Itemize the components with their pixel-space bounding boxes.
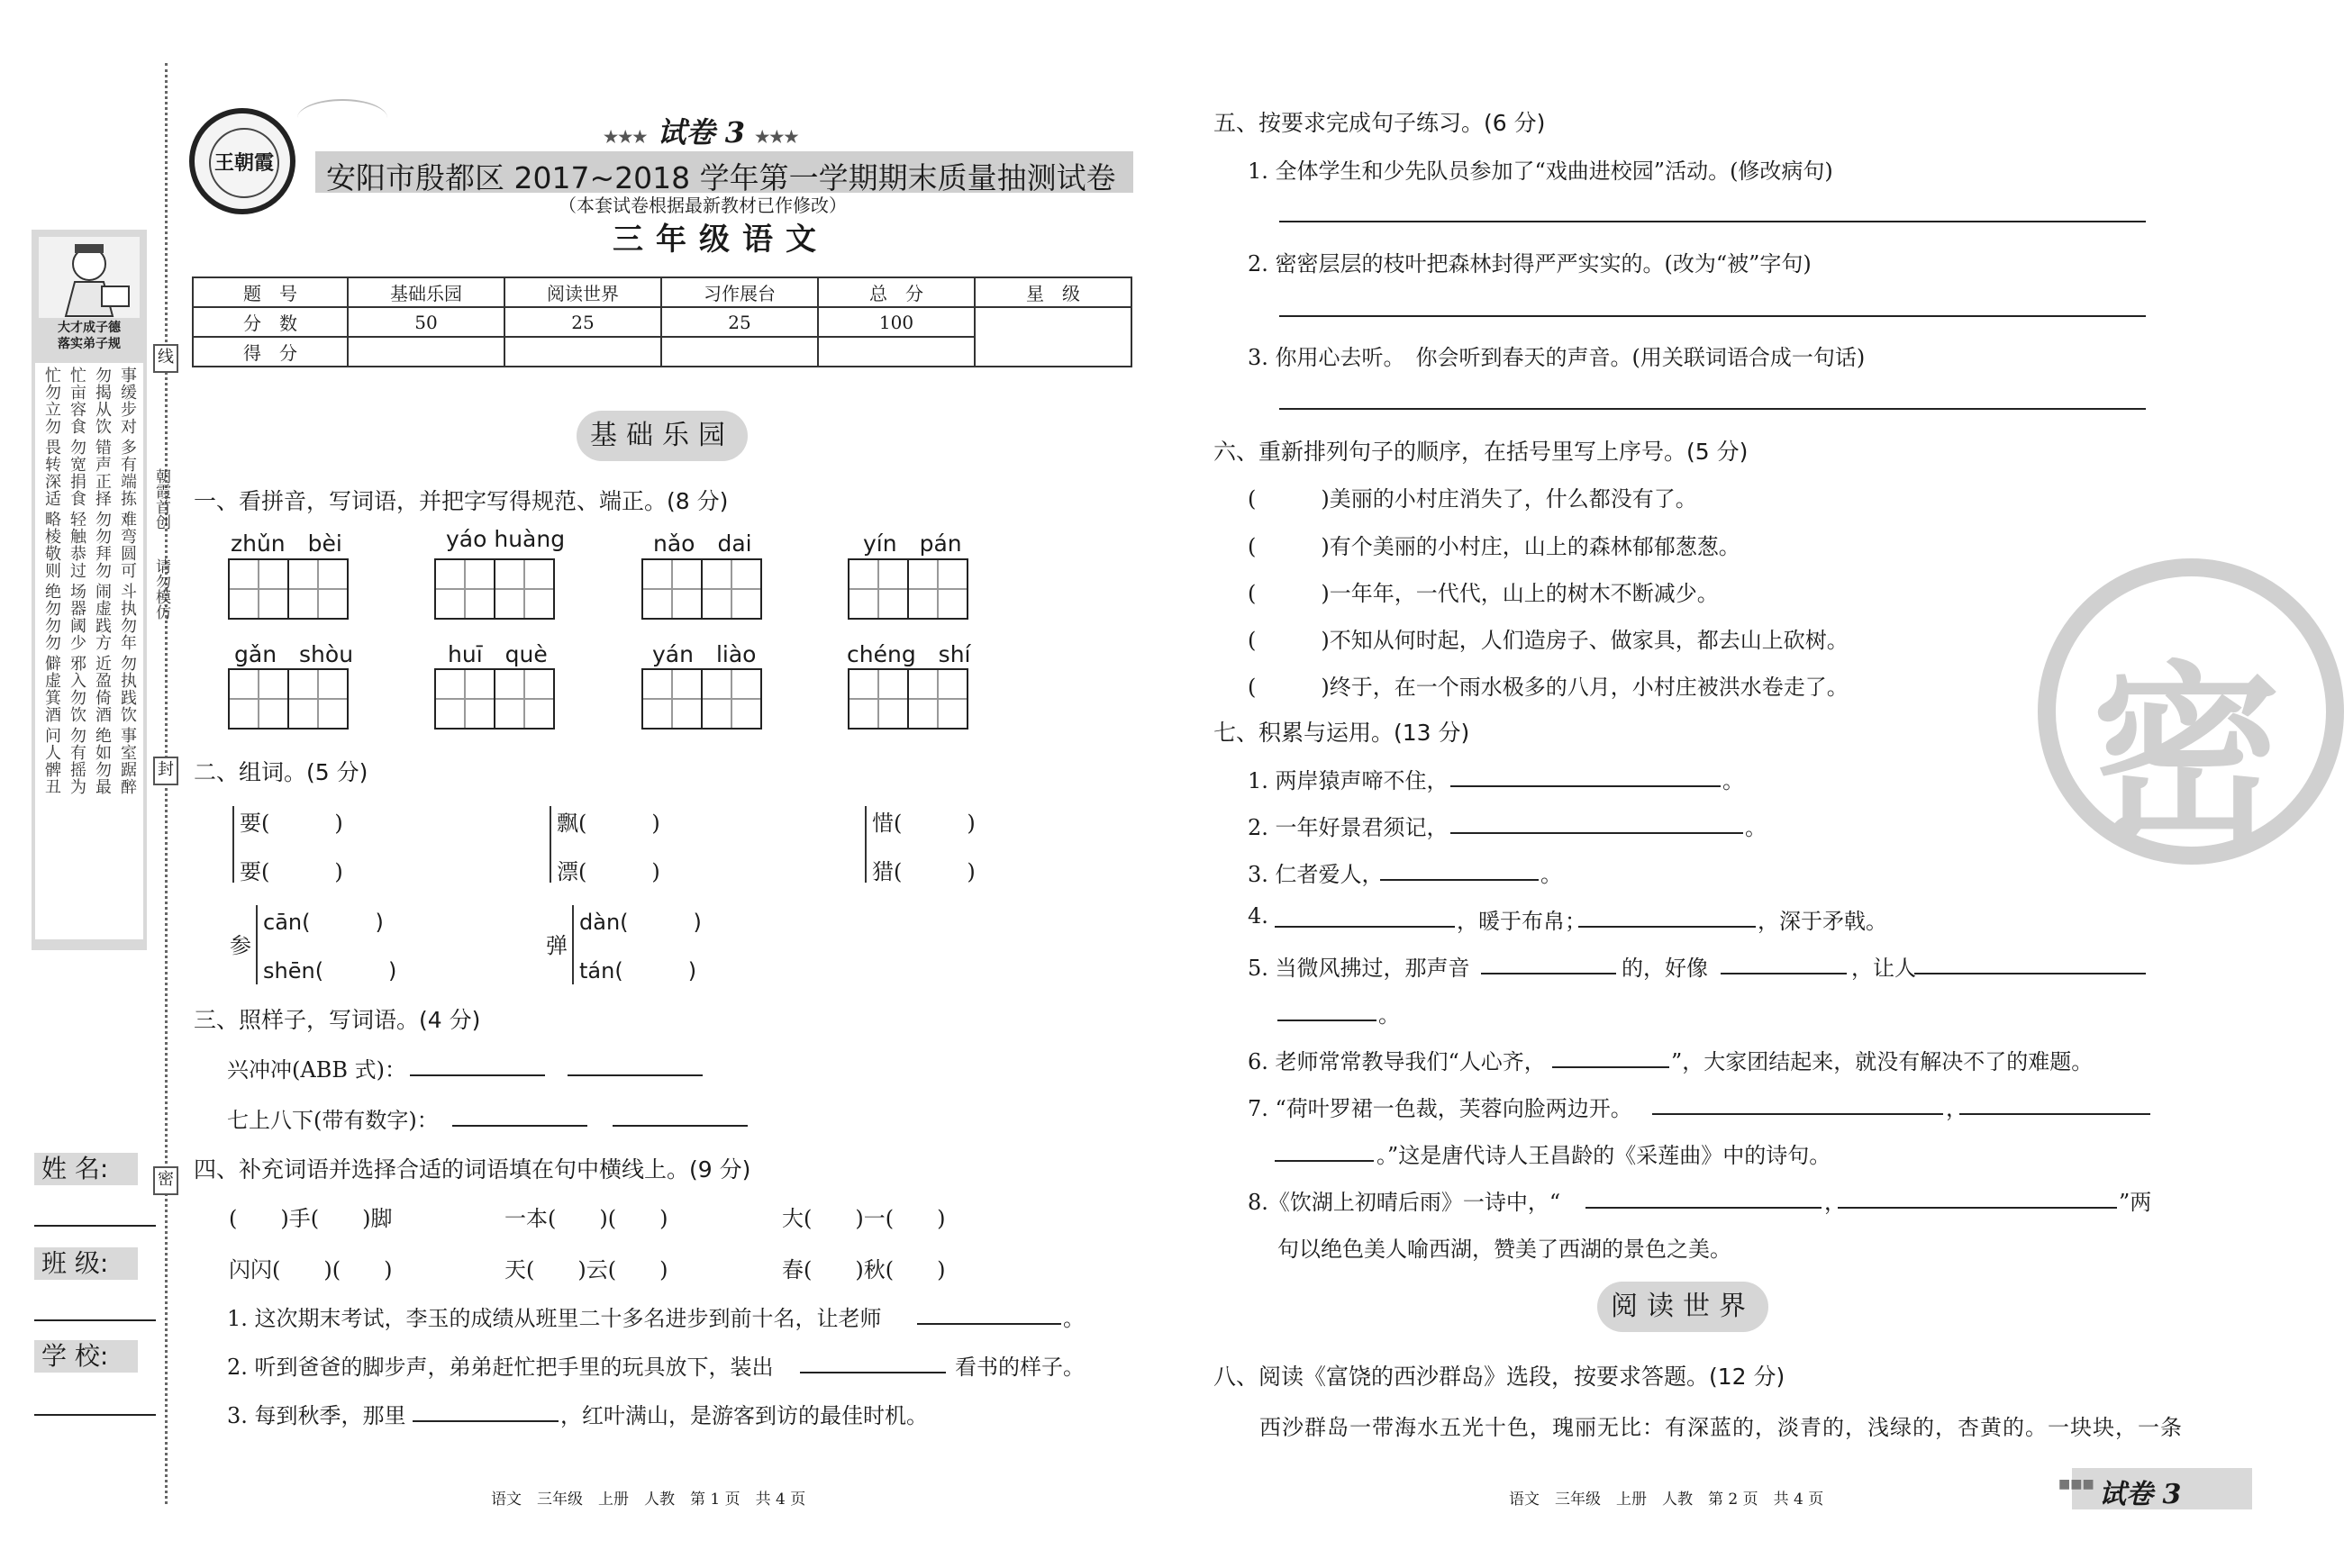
answer-blank[interactable] [1914, 973, 2146, 974]
q7-6b: ”，大家团结起来，就没有解决不了的难题。 [1671, 1049, 2094, 1074]
score-table [192, 276, 1132, 367]
school-field[interactable] [34, 1414, 156, 1416]
rule-col: 场器阈少 [68, 583, 86, 651]
rule-col: 僻虚箕酒 [42, 655, 61, 723]
table-cell: 25 [661, 307, 818, 337]
rule-col: 斗执勿年 [118, 583, 137, 651]
table-cell: 100 [818, 307, 975, 337]
star-icon: ★★★ [604, 128, 648, 147]
q6-title: 六、重新排列句子的顺序，在括号里写上序号。(5 分) [1213, 439, 1749, 465]
pinyin-label: gǎn shòu [234, 641, 354, 667]
score-table-row [193, 277, 1131, 307]
q4-idiom[interactable]: ( )手( )脚 [229, 1206, 393, 1231]
binding-mark-mi: 密 [153, 1166, 178, 1195]
q6-item[interactable]: ( )不知从何时起，人们造房子、做家具，都去山上砍树。 [1248, 628, 1849, 653]
q2-item[interactable]: 要( ) [240, 859, 343, 884]
writing-grid-cell[interactable] [434, 558, 495, 620]
q4-idiom[interactable]: 春( )秋( ) [782, 1257, 946, 1282]
q7-8d: 句以绝色美人喻西湖，赞美了西湖的景色之美。 [1277, 1237, 1731, 1262]
answer-blank[interactable] [613, 1125, 748, 1127]
q7-title: 七、积累与运用。(13 分) [1213, 720, 1470, 746]
section-basics: 基础乐园 [577, 411, 748, 461]
score-input-cell[interactable] [348, 337, 504, 367]
exam-title: 安阳市殷都区 2017~2018 学年第一学期期末质量抽测试卷 [326, 160, 1116, 195]
answer-blank[interactable] [413, 1420, 559, 1422]
q3-title: 三、照样子，写词语。(4 分) [194, 1007, 481, 1033]
answer-line[interactable] [1279, 408, 2146, 410]
rule-col: 事室踞醉 [118, 727, 137, 795]
score-input-cell[interactable] [661, 337, 818, 367]
motto-line-2: 落实弟子规 [58, 337, 121, 351]
q4-idiom[interactable]: 大( )一( ) [782, 1206, 946, 1231]
writing-grid-cell[interactable] [848, 668, 909, 730]
name-field[interactable] [34, 1225, 156, 1227]
answer-blank[interactable] [1481, 973, 1616, 974]
writing-grid-cell[interactable] [228, 668, 289, 730]
binding-note-2: 请勿模仿 [152, 558, 170, 620]
pinyin-label: yáo huàng [446, 526, 566, 552]
q5-item-1: 1. 全体学生和少先队员参加了“戏曲进校园”活动。(修改病句) [1248, 159, 1833, 184]
class-label: 班 级: [34, 1247, 138, 1280]
score-input-cell[interactable] [504, 337, 661, 367]
table-cell: 基础乐园 [348, 277, 504, 307]
exam-number [604, 110, 799, 151]
q2-item[interactable]: 猎( ) [872, 859, 976, 884]
q7-1b: 。 [1722, 768, 1744, 793]
writing-grid-cell[interactable] [228, 558, 289, 620]
q1-title: 一、看拼音，写词语，并把字写得规范、端正。(8 分) [194, 488, 729, 514]
q4-sentence-3a: 3. 每到秋季，那里 [227, 1403, 406, 1428]
q7-8c: ”两 [2119, 1190, 2152, 1215]
q2-item[interactable]: shēn( ) [263, 958, 397, 983]
q7-8b: ， [1824, 1190, 1846, 1215]
rule-col: 错声正择 [93, 439, 112, 507]
table-cell: 分 数 [193, 307, 348, 337]
q7-1a: 1. 两岸猿声啼不住， [1248, 768, 1449, 793]
binding-mark-xian: 线 [153, 344, 178, 373]
star-icon: ★★★ [755, 128, 799, 147]
rule-col: 轻触恭过 [68, 511, 86, 579]
q5-item-3: 3. 你用心去听。 你会听到春天的声音。(用关联词语合成一句话) [1248, 345, 1866, 370]
q4-idiom[interactable]: 天( )云( ) [504, 1257, 668, 1282]
q2-item[interactable]: 惜( ) [872, 811, 976, 836]
writing-grid-cell[interactable] [641, 668, 703, 730]
answer-blank[interactable] [1380, 879, 1539, 881]
q7-6a: 6. 老师常常教导我们“人心齐， [1248, 1049, 1546, 1074]
answer-line[interactable] [1279, 221, 2146, 222]
q7-4a: 4. [1248, 903, 1268, 929]
writing-grid-cell[interactable] [701, 668, 762, 730]
rule-col: 绝勿勿勿 [42, 583, 61, 651]
table-cell: 题 号 [193, 277, 348, 307]
dots-decoration: ■■■ [2058, 1477, 2094, 1491]
q7-5d: 。 [1378, 1002, 1400, 1028]
motto [33, 320, 145, 352]
ribbon-decoration [297, 99, 387, 137]
q2-item[interactable]: dàn( ) [579, 910, 702, 935]
q4-sentence-3b: ，红叶满山，是游客到访的最佳时机。 [560, 1403, 928, 1428]
q4-sentence-2a: 2. 听到爸爸的脚步声，弟弟赶忙把手里的玩具放下，装出 [227, 1355, 774, 1380]
rule-col: 勿勿拜勿 [93, 511, 112, 579]
q3-item-2: 七上八下(带有数字)： [227, 1108, 439, 1133]
rule-col: 事缓步对 [118, 367, 137, 435]
logo-text: 王朝霞 [209, 128, 279, 198]
q4-sentence-1a: 1. 这次期末考试，李玉的成绩从班里二十多名进步到前十名，让老师 [227, 1306, 882, 1331]
footer-right: 语文 三年级 上册 人教 第 2 页 共 4 页 [1509, 1491, 1824, 1509]
q6-item[interactable]: ( )一年年，一代代，山上的树木不断减少。 [1248, 581, 1719, 606]
q4-sentence-2b: 看书的样子。 [955, 1355, 1085, 1380]
q7-7c: 。”这是唐代诗人王昌龄的《采莲曲》中的诗句。 [1376, 1143, 1831, 1168]
pinyin-label: chéng shí [847, 641, 971, 667]
pinyin-label: nǎo dai [653, 530, 752, 557]
q4-idiom[interactable]: 闪闪( )( ) [229, 1257, 393, 1282]
footer-left: 语文 三年级 上册 人教 第 1 页 共 4 页 [491, 1491, 806, 1509]
writing-grid-cell[interactable] [287, 558, 349, 620]
answer-blank[interactable] [1275, 1160, 1374, 1162]
answer-blank[interactable] [1585, 1207, 1822, 1209]
q6-item[interactable]: ( )有个美丽的小村庄，山上的森林郁郁葱葱。 [1248, 534, 1740, 559]
q2-char-dan: 弹 [546, 933, 568, 958]
q2-char-can: 参 [230, 933, 251, 958]
rule-col: 忙勿立勿 [42, 367, 61, 435]
q4-idiom[interactable]: 一本( )( ) [504, 1206, 668, 1231]
answer-blank[interactable] [1552, 1066, 1669, 1068]
exam-tag: 试卷 3 [2099, 1479, 2182, 1510]
answer-blank[interactable] [800, 1372, 946, 1373]
pinyin-label: zhǔn bèi [231, 530, 342, 557]
answer-blank[interactable] [1277, 1020, 1376, 1021]
pinyin-label: yán liào [652, 641, 757, 667]
writing-grid-cell[interactable] [434, 668, 495, 730]
rules-block [35, 363, 143, 939]
q7-4c: ，深于矛戟。 [1758, 909, 1887, 934]
rule-col: 勿有摇为 [68, 727, 86, 795]
q6-item[interactable]: ( )美丽的小村庄消失了，什么都没有了。 [1248, 486, 1697, 512]
class-field[interactable] [34, 1319, 156, 1321]
rule-col: 畏转深适 [42, 439, 61, 507]
answer-blank[interactable] [1652, 1113, 1943, 1115]
answer-line[interactable] [1279, 315, 2146, 317]
rule-col: 勿揭从饮 [93, 367, 112, 435]
rule-col: 略棱敬则 [42, 511, 61, 579]
logo [189, 108, 295, 214]
answer-blank[interactable] [1578, 926, 1756, 928]
q2-item[interactable]: tán( ) [579, 958, 697, 983]
q2-item[interactable]: 要( ) [240, 811, 343, 836]
answer-blank[interactable] [1275, 926, 1455, 928]
exam-note: （本套试卷根据最新教材已作修改） [559, 195, 847, 216]
q6-item[interactable]: ( )终于，在一个雨水极多的八月，小村庄被洪水卷走了。 [1248, 675, 1849, 700]
writing-grid-cell[interactable] [907, 558, 968, 620]
writing-grid-cell[interactable] [907, 668, 968, 730]
pinyin-label: huī què [448, 641, 548, 667]
answer-blank[interactable] [1838, 1207, 2117, 1209]
answer-blank[interactable] [1721, 973, 1847, 974]
q7-5b: 的，好像 [1622, 956, 1708, 981]
confidential-stamp [2038, 558, 2344, 865]
mascot-illustration [39, 237, 140, 318]
reading-passage: 西沙群岛一带海水五光十色，瑰丽无比：有深蓝的，淡青的，浅绿的，杏黄的。一块块，一条 [1259, 1415, 2183, 1440]
score-input-cell[interactable] [818, 337, 975, 367]
rule-col: 闹虚践方 [93, 583, 112, 651]
rule-col: 勿执践饮 [118, 655, 137, 723]
q2-item[interactable]: cān( ) [263, 910, 384, 935]
school-label: 学 校: [34, 1340, 138, 1373]
table-cell: 25 [504, 307, 661, 337]
q7-2a: 2. 一年好景君须记， [1248, 815, 1449, 840]
rule-col: 勿宽捐食 [68, 439, 86, 507]
q7-5a: 5. 当微风拂过，那声音 [1248, 956, 1470, 981]
star-rating-cell[interactable] [975, 307, 1131, 367]
q7-5c: ，让人 [1851, 956, 1916, 981]
writing-grid-cell[interactable] [494, 668, 555, 730]
answer-blank[interactable] [1450, 785, 1721, 787]
stamp-char: 密 [2092, 645, 2282, 866]
rule-col: 忙亩容食 [68, 367, 86, 435]
exam-subject: 三年级语文 [613, 222, 829, 258]
q7-8a: 8.《饮湖上初晴后雨》一诗中，“ [1248, 1190, 1561, 1215]
table-cell: 得 分 [193, 337, 348, 367]
answer-blank[interactable] [1450, 832, 1743, 834]
q2-item[interactable]: 漂( ) [557, 859, 660, 884]
motto-line-1: 大才成子德 [58, 321, 121, 335]
q7-2b: 。 [1745, 815, 1767, 840]
q3-item-1: 兴冲冲(ABB 式)： [227, 1057, 406, 1083]
answer-blank[interactable] [1959, 1113, 2150, 1115]
table-cell: 星 级 [975, 277, 1131, 307]
pinyin-label: yín pán [863, 530, 962, 557]
q5-item-2: 2. 密密层层的枝叶把森林封得严严实实的。(改为“被”字句) [1248, 251, 1812, 276]
q2-title: 二、组词。(5 分) [194, 759, 368, 785]
rule-col: 绝如勿最 [93, 727, 112, 795]
rule-col: 问人髀丑 [42, 727, 61, 795]
writing-grid-cell[interactable] [494, 558, 555, 620]
q7-4b: ，暖于布帛； [1457, 909, 1586, 934]
answer-blank[interactable] [452, 1125, 587, 1127]
table-cell: 50 [348, 307, 504, 337]
q5-title: 五、按要求完成句子练习。(6 分) [1213, 110, 1546, 136]
q7-3b: 。 [1540, 862, 1562, 887]
rule-col: 近盈倚酒 [93, 655, 112, 723]
rule-col: 多有端拣 [118, 439, 137, 507]
answer-blank[interactable] [568, 1074, 703, 1076]
rules-sidebar [32, 230, 147, 950]
rule-col: 难弯圆可 [118, 511, 137, 579]
binding-note-1: 朝霞首创 [152, 468, 170, 530]
answer-blank[interactable] [917, 1323, 1061, 1325]
answer-blank[interactable] [410, 1074, 545, 1076]
exam-number-text: 试卷 3 [657, 115, 745, 150]
table-cell: 习作展台 [661, 277, 818, 307]
table-cell: 总 分 [818, 277, 975, 307]
q8-title: 八、阅读《富饶的西沙群岛》选段，按要求答题。(12 分) [1213, 1364, 1785, 1390]
writing-grid-cell[interactable] [701, 558, 762, 620]
q7-3a: 3. 仁者爱人， [1248, 862, 1384, 887]
name-label: 姓 名: [34, 1153, 138, 1185]
table-cell: 阅读世界 [504, 277, 661, 307]
section-reading: 阅读世界 [1597, 1282, 1768, 1332]
q7-7b: ， [1946, 1096, 1967, 1121]
writing-grid-cell[interactable] [848, 558, 909, 620]
q7-7a: 7. “荷叶罗裙一色裁，芙蓉向脸两边开。 [1248, 1096, 1632, 1121]
rule-col: 邪入勿饮 [68, 655, 86, 723]
q2-item[interactable]: 飘( ) [557, 811, 660, 836]
writing-grid-cell[interactable] [641, 558, 703, 620]
q4-title: 四、补充词语并选择合适的词语填在句中横线上。(9 分) [194, 1156, 751, 1183]
score-table-row [193, 307, 1131, 337]
q4-sentence-1b: 。 [1063, 1306, 1085, 1331]
writing-grid-cell[interactable] [287, 668, 349, 730]
binding-mark-feng: 封 [153, 757, 178, 785]
